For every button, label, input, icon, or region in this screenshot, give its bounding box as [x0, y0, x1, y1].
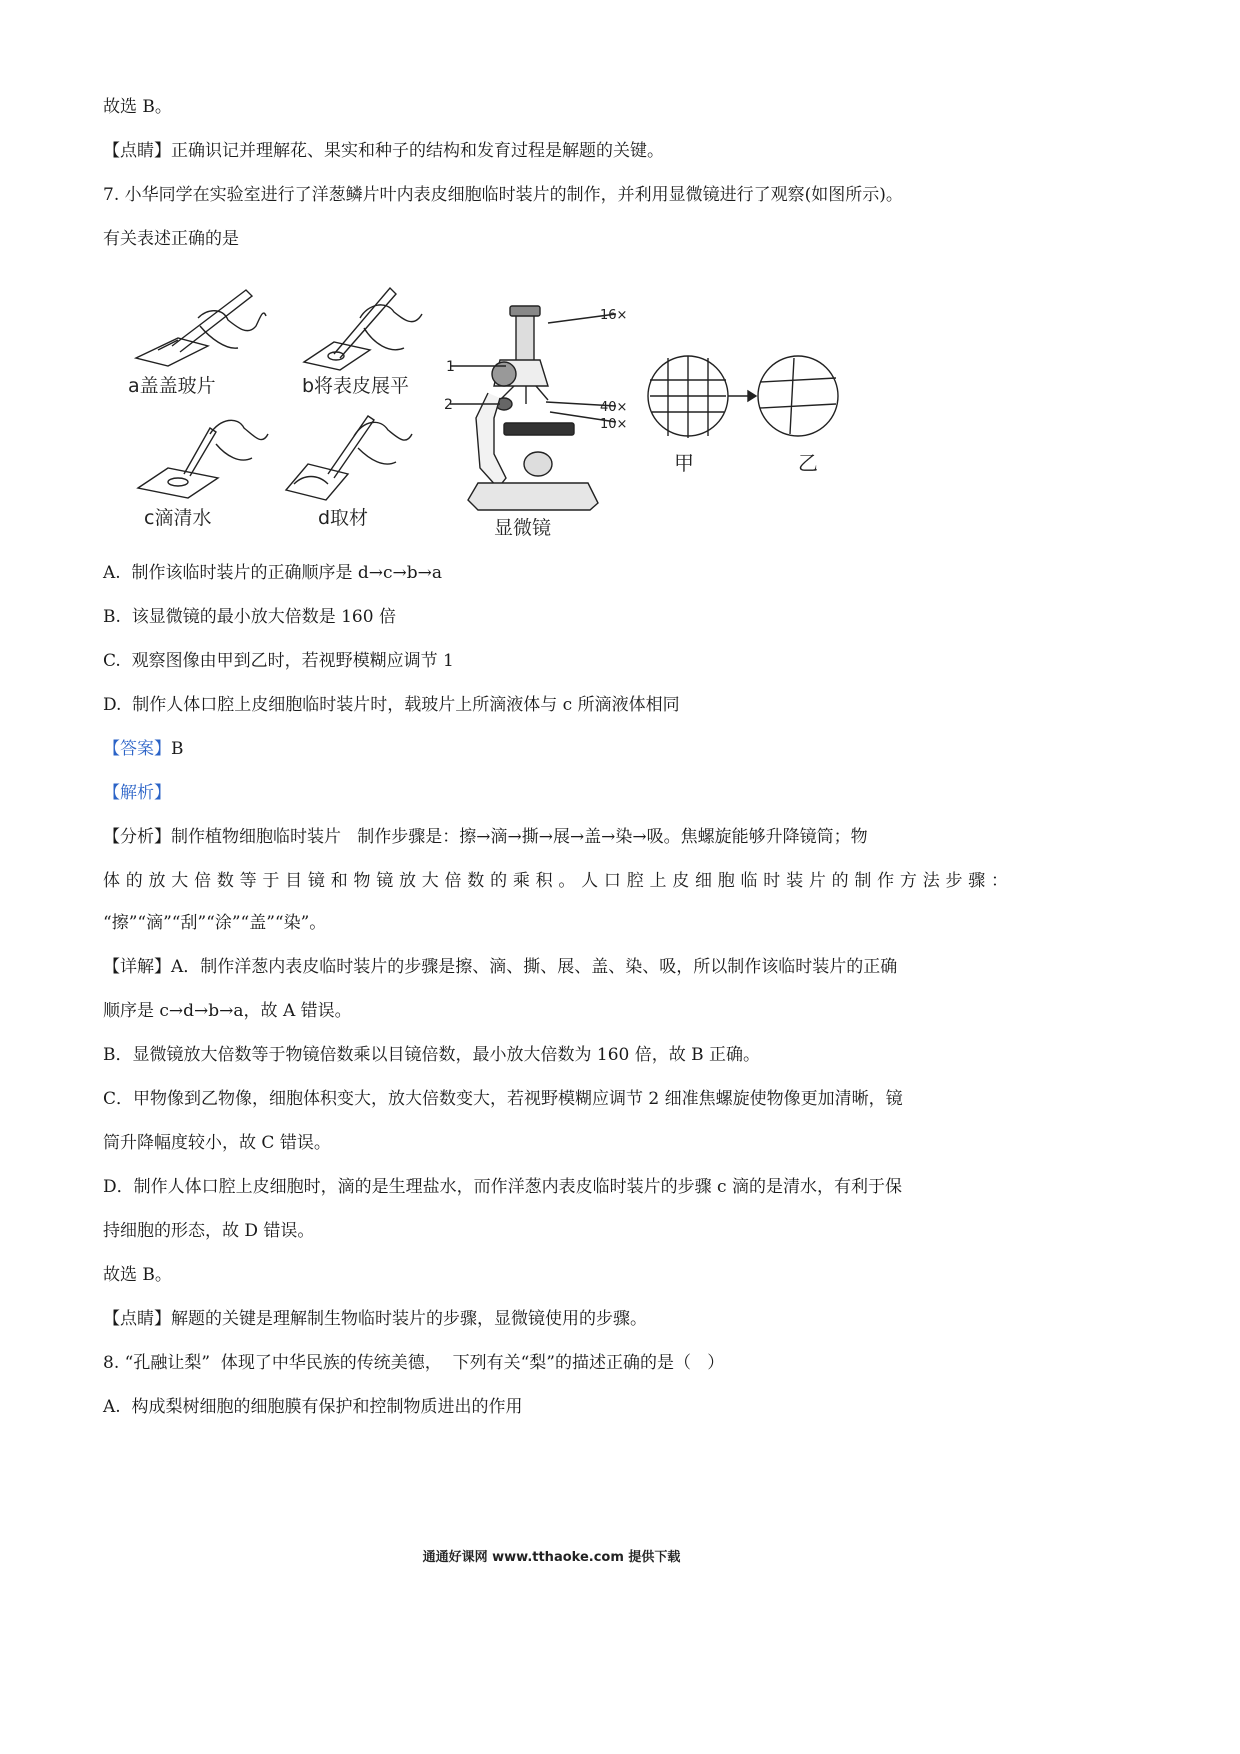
step-a-illustration	[136, 290, 266, 366]
detail-line-2: 顺序是 c→d→b→a，故 A 错误。	[103, 1001, 352, 1021]
option-a: A. 制作该临时装片的正确顺序是 d→c→b→a	[103, 563, 443, 583]
question-7-figure	[128, 278, 848, 543]
question-8-option-a: A. 构成梨树细胞的细胞膜有保护和控制物质进出的作用	[103, 1397, 523, 1417]
label-view-yi: 乙	[798, 451, 818, 475]
answer: 【答案】B	[103, 739, 184, 759]
line-guxuan-2: 故选 B。	[103, 1265, 172, 1285]
label-step-b: b将表皮展平	[302, 375, 410, 397]
label-microscope: 显微镜	[494, 517, 552, 539]
field-of-view-yi	[758, 356, 838, 436]
step-d-illustration	[286, 416, 412, 500]
detail-line-1: 【详解】A．制作洋葱内表皮临时装片的步骤是擦、滴、撕、展、盖、染、吸，所以制作该临时装片的正确	[103, 957, 898, 977]
detail-line-5: 筒升降幅度较小，故 C 错误。	[103, 1133, 331, 1153]
label-step-d: d取材	[318, 507, 369, 529]
field-of-view-jia	[648, 356, 728, 438]
question-8-stem: 8. “孔融让梨” 体现了中华民族的传统美德， 下列有关“梨”的描述正确的是（ ）	[103, 1353, 725, 1373]
line-dianjing-2: 【点睛】解题的关键是理解制生物临时装片的步骤，显微镜使用的步骤。	[103, 1309, 647, 1329]
label-eyepiece: 16×	[600, 308, 628, 323]
option-b: B. 该显微镜的最小放大倍数是 160 倍	[103, 607, 396, 627]
label-objective-high: 40×	[600, 400, 628, 415]
label-view-jia: 甲	[674, 451, 694, 475]
detail-line-7: 持细胞的形态，故 D 错误。	[103, 1221, 315, 1241]
question-7-stem-cont: 有关表述正确的是	[103, 229, 239, 249]
label-objective-low: 10×	[600, 417, 628, 432]
label-step-a: a盖盖玻片	[128, 375, 216, 397]
step-c-illustration	[138, 420, 268, 498]
analysis-line-1: 【分析】制作植物细胞临时装片 制作步骤是：擦→滴→撕→展→盖→染→吸。焦螺旋能够升降镜筒；物	[103, 827, 868, 847]
microscope-illustration	[450, 306, 616, 510]
option-d: D. 制作人体口腔上皮细胞临时装片时，载玻片上所滴液体与 c 所滴液体相同	[103, 695, 680, 715]
detail-line-3: B．显微镜放大倍数等于物镜倍数乘以目镜倍数，最小放大倍数为 160 倍，故 B 正确。	[103, 1045, 761, 1065]
step-b-illustration	[304, 288, 422, 370]
analysis-line-2: 体的放大倍数等于目镜和物镜放大倍数的乘积。人口腔上皮细胞临时装片的制作方法步骤：	[103, 871, 1008, 891]
page-footer: 通通好课网 www.tthaoke.com 提供下载	[422, 1550, 681, 1565]
line-guxuan-1: 故选 B。	[103, 97, 172, 117]
label-step-c: c滴清水	[144, 507, 212, 529]
analysis-heading: 【解析】	[103, 783, 171, 803]
line-dianjing-1: 【点睛】正确识记并理解花、果实和种子的结构和发育过程是解题的关键。	[103, 141, 664, 161]
slide-and-microscope-figure	[128, 278, 848, 543]
detail-line-6: D．制作人体口腔上皮细胞时，滴的是生理盐水，而作洋葱内表皮临时装片的步骤 c 滴的是清水，有利于保	[103, 1177, 902, 1197]
question-7-stem: 7. 小华同学在实验室进行了洋葱鳞片叶内表皮细胞临时装片的制作，并利用显微镜进行了观察(如图所示)。	[103, 185, 903, 205]
label-knob-2: 2	[444, 397, 453, 413]
detail-line-4: C．甲物像到乙物像，细胞体积变大，放大倍数变大，若视野模糊应调节 2 细准焦螺旋使物像更加清晰，镜	[103, 1089, 903, 1109]
option-c: C. 观察图像由甲到乙时，若视野模糊应调节 1	[103, 651, 454, 671]
analysis-line-3: “擦”“滴”“刮”“涂”“盖”“染”。	[103, 913, 327, 933]
label-knob-1: 1	[446, 359, 455, 375]
